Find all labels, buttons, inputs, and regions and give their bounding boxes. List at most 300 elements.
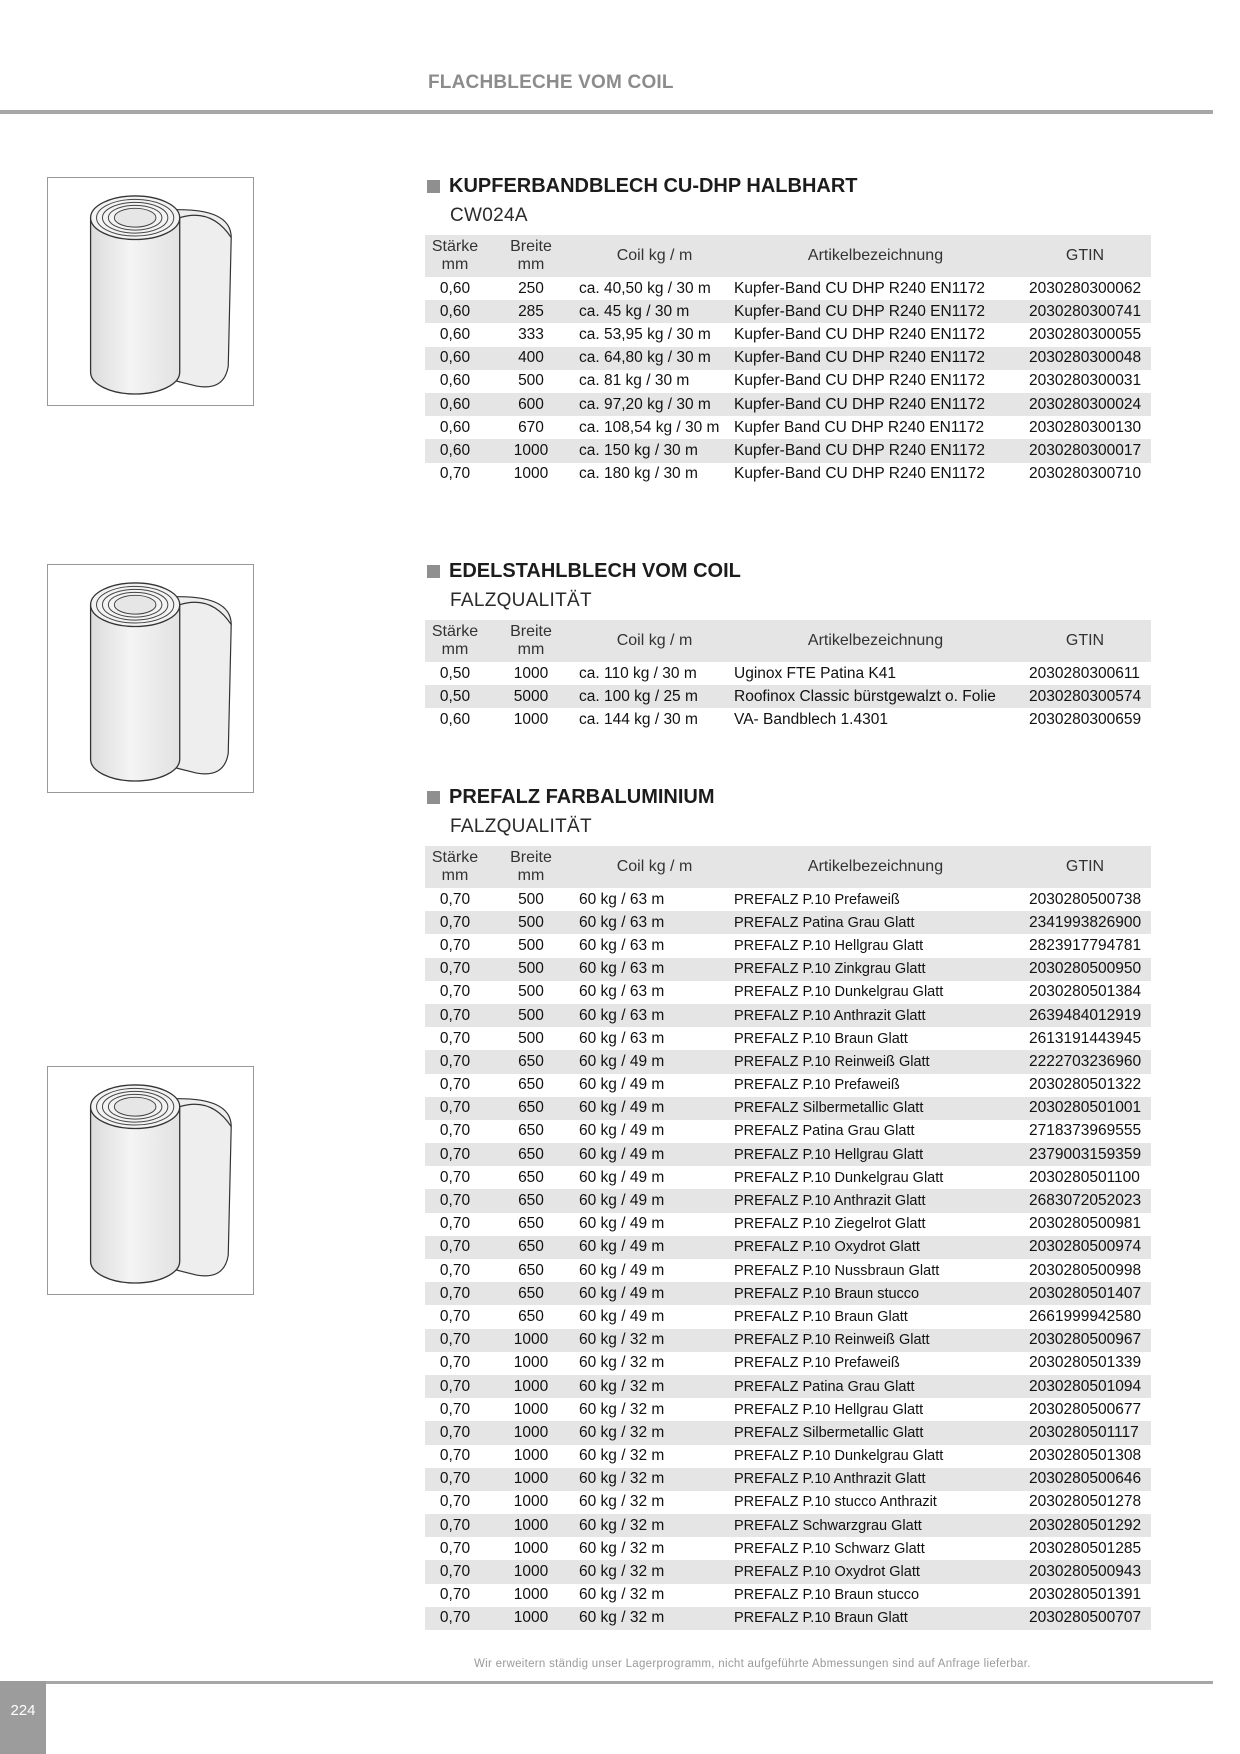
table-row — [425, 1584, 1151, 1607]
product-table — [425, 235, 1151, 486]
table-row — [425, 1445, 1151, 1468]
table-row — [425, 685, 1151, 708]
cell-artikel: PREFALZ P.10 Prefaweiß — [734, 1355, 900, 1372]
cell-artikel: Kupfer-Band CU DHP R240 EN1172 — [734, 372, 986, 390]
cell-artikel: PREFALZ P.10 Braun stucco — [734, 1587, 920, 1604]
cell-gtin: 2030280500950 — [1019, 958, 1151, 981]
table-row — [425, 1468, 1151, 1491]
cell-breite: 1000 — [485, 439, 577, 462]
cell-artikel: PREFALZ P.10 Reinweiß Glatt — [732, 1329, 1019, 1352]
cell-artikel: Kupfer-Band CU DHP R240 EN1172 — [734, 465, 986, 483]
table-row — [425, 416, 1151, 439]
cell-staerke: 0,70 — [425, 1236, 485, 1259]
cell-breite: 500 — [485, 911, 577, 934]
cell-staerke: 0,70 — [425, 1514, 485, 1537]
cell-coil: 60 kg / 32 m — [579, 1493, 665, 1511]
cell-staerke: 0,60 — [439, 279, 471, 297]
header-coil: Coil kg / m — [577, 235, 732, 277]
cell-artikel: Kupfer Band CU DHP R240 EN1172 — [734, 418, 985, 436]
header-divider — [0, 110, 1213, 114]
cell-coil: 60 kg / 49 m — [577, 1189, 732, 1212]
cell-breite: 1000 — [513, 664, 549, 682]
cell-staerke: 0,70 — [425, 1607, 485, 1630]
cell-gtin: 2030280501339 — [1029, 1354, 1142, 1372]
cell-gtin: 2030280500981 — [1029, 1215, 1142, 1233]
cell-artikel: PREFALZ Silbermetallic Glatt — [732, 1097, 1019, 1120]
cell-breite: 400 — [485, 347, 577, 370]
header-gtin: GTIN — [1019, 235, 1151, 277]
header-gtin: GTIN — [1019, 620, 1151, 662]
cell-breite: 650 — [485, 1143, 577, 1166]
bullet-square-icon — [427, 791, 440, 804]
header-artikel: Artikelbezeichnung — [732, 235, 1019, 277]
header-coil: Coil kg / m — [577, 620, 732, 662]
table-row — [425, 1282, 1151, 1305]
cell-coil: ca. 40,50 kg / 30 m — [579, 279, 711, 297]
cell-breite: 650 — [518, 1168, 544, 1186]
page-number: 224 — [10, 1702, 36, 1719]
cell-gtin: 2030280500967 — [1019, 1329, 1151, 1352]
cell-coil: ca. 150 kg / 30 m — [577, 439, 732, 462]
table-row — [425, 1491, 1151, 1514]
cell-gtin: 2030280300741 — [1019, 300, 1151, 323]
cell-breite: 650 — [518, 1261, 544, 1279]
table-row — [425, 1166, 1151, 1189]
cell-staerke: 0,60 — [425, 300, 485, 323]
cell-staerke: 0,70 — [439, 1493, 471, 1511]
cell-breite: 500 — [518, 936, 544, 954]
section-subtitle: CW024A — [450, 205, 528, 226]
cell-breite: 1000 — [513, 1586, 549, 1604]
cell-staerke: 0,70 — [439, 983, 471, 1001]
product-table — [425, 620, 1151, 732]
cell-gtin: 2379003159359 — [1019, 1143, 1151, 1166]
table-row — [425, 1189, 1151, 1212]
table-row — [425, 323, 1151, 346]
cell-coil: 60 kg / 63 m — [579, 983, 665, 1001]
table-row — [425, 708, 1151, 731]
cell-coil: 60 kg / 63 m — [577, 911, 732, 934]
cell-staerke: 0,70 — [439, 936, 471, 954]
cell-artikel: PREFALZ P.10 Zinkgrau Glatt — [732, 958, 1019, 981]
table-row — [425, 1027, 1151, 1050]
table-row — [425, 1259, 1151, 1282]
cell-gtin: 2030280501308 — [1029, 1447, 1142, 1465]
cell-artikel: PREFALZ P.10 Braun Glatt — [732, 1607, 1019, 1630]
cell-artikel: PREFALZ P.10 Oxydrot Glatt — [732, 1560, 1019, 1583]
cell-gtin: 2030280300031 — [1029, 372, 1142, 390]
table-row — [425, 662, 1151, 685]
cell-gtin: 2030280501094 — [1019, 1375, 1151, 1398]
cell-artikel: Roofinox Classic bürstgewalzt o. Folie — [732, 685, 1019, 708]
cell-coil: 60 kg / 32 m — [579, 1400, 665, 1418]
cell-staerke: 0,70 — [425, 1375, 485, 1398]
cell-coil: 60 kg / 49 m — [577, 1143, 732, 1166]
coil-image — [47, 177, 254, 406]
cell-coil: 60 kg / 32 m — [579, 1539, 665, 1557]
cell-coil: ca. 144 kg / 30 m — [579, 710, 698, 728]
cell-gtin: 2222703236960 — [1019, 1050, 1151, 1073]
table-row — [425, 1398, 1151, 1421]
cell-breite: 1000 — [513, 1493, 549, 1511]
cell-coil: ca. 64,80 kg / 30 m — [577, 347, 732, 370]
bullet-square-icon — [427, 565, 440, 578]
cell-coil: 60 kg / 32 m — [577, 1421, 732, 1444]
cell-staerke: 0,70 — [425, 1143, 485, 1166]
cell-gtin: 2683072052023 — [1019, 1189, 1151, 1212]
table-row — [425, 463, 1151, 486]
cell-artikel: PREFALZ P.10 Braun stucco — [732, 1282, 1019, 1305]
header-staerke: Stärke mm — [425, 620, 485, 662]
cell-gtin: 2030280501100 — [1029, 1168, 1140, 1186]
cell-breite: 650 — [518, 1307, 544, 1325]
cell-breite: 285 — [485, 300, 577, 323]
cell-staerke: 0,70 — [439, 1122, 471, 1140]
cell-staerke: 0,70 — [439, 890, 471, 908]
cell-coil: 60 kg / 32 m — [579, 1354, 665, 1372]
cell-coil: 60 kg / 49 m — [579, 1168, 665, 1186]
cell-breite: 500 — [518, 1029, 544, 1047]
cell-staerke: 0,70 — [439, 465, 471, 483]
cell-staerke: 0,60 — [425, 347, 485, 370]
cell-gtin: 2030280500738 — [1029, 890, 1142, 908]
cell-breite: 1000 — [513, 1354, 549, 1372]
cell-breite: 650 — [485, 1236, 577, 1259]
cell-staerke: 0,70 — [425, 1097, 485, 1120]
cell-breite: 1000 — [513, 1447, 549, 1465]
cell-coil: 60 kg / 32 m — [577, 1329, 732, 1352]
table-row — [425, 888, 1151, 911]
table-row — [425, 1143, 1151, 1166]
table-header-row — [425, 235, 1151, 277]
cell-coil: 60 kg / 32 m — [579, 1586, 665, 1604]
cell-gtin: 2030280300055 — [1029, 325, 1142, 343]
cell-coil: ca. 180 kg / 30 m — [579, 465, 698, 483]
cell-gtin: 2030280500707 — [1019, 1607, 1151, 1630]
table-row — [425, 347, 1151, 370]
table-row — [425, 1236, 1151, 1259]
cell-staerke: 0,70 — [425, 1050, 485, 1073]
cell-breite: 650 — [518, 1215, 544, 1233]
table-header-row — [425, 620, 1151, 662]
cell-staerke: 0,70 — [439, 1354, 471, 1372]
cell-staerke: 0,60 — [425, 393, 485, 416]
cell-gtin: 2030280501117 — [1019, 1421, 1151, 1444]
cell-artikel: PREFALZ P.10 Nussbraun Glatt — [734, 1262, 940, 1279]
cell-gtin: 2030280501278 — [1029, 1493, 1142, 1511]
table-row — [425, 370, 1151, 393]
table-row — [425, 1004, 1151, 1027]
cell-gtin: 2613191443945 — [1029, 1029, 1142, 1047]
cell-artikel: PREFALZ P.10 Hellgrau Glatt — [732, 1143, 1019, 1166]
header-breite: Breite mm — [485, 846, 577, 888]
cell-breite: 600 — [485, 393, 577, 416]
cell-breite: 670 — [518, 418, 544, 436]
cell-artikel: Kupfer-Band CU DHP R240 EN1172 — [734, 279, 986, 297]
cell-coil: 60 kg / 32 m — [577, 1514, 732, 1537]
table-row — [425, 1421, 1151, 1444]
table-row — [425, 439, 1151, 462]
cell-artikel: Kupfer-Band CU DHP R240 EN1172 — [732, 300, 1019, 323]
cell-breite: 650 — [518, 1076, 544, 1094]
cell-staerke: 0,70 — [439, 1076, 471, 1094]
cell-gtin: 2030280501407 — [1019, 1282, 1151, 1305]
cell-staerke: 0,70 — [425, 1189, 485, 1212]
table-row — [425, 1352, 1151, 1375]
cell-artikel: Kupfer-Band CU DHP R240 EN1172 — [732, 439, 1019, 462]
cell-breite: 1000 — [485, 1607, 577, 1630]
cell-artikel: PREFALZ P.10 Prefaweiß — [734, 1077, 900, 1094]
cell-artikel: PREFALZ P.10 Ziegelrot Glatt — [734, 1216, 926, 1233]
cell-coil: 60 kg / 32 m — [577, 1375, 732, 1398]
cell-artikel: PREFALZ P.10 Oxydrot Glatt — [732, 1236, 1019, 1259]
cell-coil: 60 kg / 49 m — [579, 1076, 665, 1094]
cell-gtin: 2030280500998 — [1029, 1261, 1142, 1279]
header-coil: Coil kg / m — [577, 846, 732, 888]
cell-breite: 5000 — [485, 685, 577, 708]
cell-breite: 1000 — [513, 1539, 549, 1557]
cell-artikel: PREFALZ Patina Grau Glatt — [734, 1123, 915, 1140]
cell-coil: 60 kg / 63 m — [577, 958, 732, 981]
cell-staerke: 0,70 — [425, 1004, 485, 1027]
cell-staerke: 0,70 — [439, 1307, 471, 1325]
cell-artikel: PREFALZ P.10 Anthrazit Glatt — [732, 1189, 1019, 1212]
cell-breite: 1000 — [513, 465, 549, 483]
table-row — [425, 1329, 1151, 1352]
cell-staerke: 0,60 — [439, 325, 471, 343]
cell-breite: 1000 — [485, 1421, 577, 1444]
cell-coil: 60 kg / 49 m — [577, 1050, 732, 1073]
header-staerke: Stärke mm — [425, 846, 485, 888]
section-prefalz — [425, 784, 1151, 1630]
cell-coil: 60 kg / 63 m — [579, 936, 665, 954]
cell-staerke: 0,70 — [425, 958, 485, 981]
cell-coil: 60 kg / 49 m — [579, 1122, 665, 1140]
cell-coil: ca. 97,20 kg / 30 m — [577, 393, 732, 416]
cell-staerke: 0,70 — [439, 1586, 471, 1604]
cell-staerke: 0,50 — [425, 685, 485, 708]
section-subtitle: FALZQUALITÄT — [450, 816, 592, 837]
cell-gtin: 2030280300062 — [1029, 279, 1142, 297]
cell-artikel: PREFALZ Patina Grau Glatt — [732, 911, 1019, 934]
section-edelstahl — [425, 558, 1151, 732]
section-title: KUPFERBANDBLECH CU-DHP HALBHART — [425, 173, 1151, 199]
cell-breite: 500 — [485, 1004, 577, 1027]
table-row — [425, 1213, 1151, 1236]
cell-breite: 333 — [518, 325, 544, 343]
cell-gtin: 2639484012919 — [1019, 1004, 1151, 1027]
cell-artikel: PREFALZ P.10 Braun Glatt — [734, 1308, 908, 1325]
cell-coil: 60 kg / 63 m — [579, 890, 665, 908]
cell-gtin: 2030280501384 — [1029, 983, 1142, 1001]
header-gtin: GTIN — [1019, 846, 1151, 888]
table-row — [425, 1120, 1151, 1143]
section-subtitle: FALZQUALITÄT — [450, 590, 592, 611]
cell-staerke: 0,70 — [439, 1539, 471, 1557]
cell-artikel: PREFALZ P.10 Prefaweiß — [734, 891, 900, 908]
cell-artikel: PREFALZ P.10 stucco Anthrazit — [734, 1494, 937, 1511]
table-row — [425, 393, 1151, 416]
table-row — [425, 981, 1151, 1004]
cell-staerke: 0,70 — [425, 1421, 485, 1444]
cell-breite: 1000 — [485, 1514, 577, 1537]
table-row — [425, 300, 1151, 323]
cell-gtin: 2030280501391 — [1029, 1586, 1142, 1604]
table-row — [425, 1305, 1151, 1328]
cell-breite: 650 — [485, 1050, 577, 1073]
section-title: EDELSTAHLBLECH VOM COIL — [425, 558, 1151, 584]
table-row — [425, 911, 1151, 934]
cell-gtin: 2030280300659 — [1029, 710, 1142, 728]
cell-artikel: Uginox FTE Patina K41 — [734, 664, 896, 682]
cell-coil: 60 kg / 49 m — [577, 1097, 732, 1120]
product-table — [425, 846, 1151, 1630]
cell-gtin: 2030280300048 — [1019, 347, 1151, 370]
coil-image — [47, 564, 254, 793]
cell-gtin: 2030280300574 — [1019, 685, 1151, 708]
table-row — [425, 1375, 1151, 1398]
cell-artikel: PREFALZ Schwarzgrau Glatt — [732, 1514, 1019, 1537]
cell-breite: 1000 — [513, 1400, 549, 1418]
cell-artikel: PREFALZ P.10 Hellgrau Glatt — [734, 1401, 924, 1418]
cell-breite: 500 — [518, 890, 544, 908]
cell-gtin: 2718373969555 — [1029, 1122, 1142, 1140]
table-row — [425, 1514, 1151, 1537]
cell-gtin: 2030280300130 — [1029, 418, 1142, 436]
section-title: PREFALZ FARBALUMINIUM — [425, 784, 1151, 810]
cell-gtin: 2823917794781 — [1029, 936, 1142, 954]
cell-coil: 60 kg / 32 m — [577, 1607, 732, 1630]
cell-breite: 650 — [518, 1122, 544, 1140]
cell-staerke: 0,70 — [439, 1215, 471, 1233]
coil-image — [47, 1066, 254, 1295]
cell-gtin: 2030280300017 — [1019, 439, 1151, 462]
table-row — [425, 1050, 1151, 1073]
cell-artikel: PREFALZ P.10 Anthrazit Glatt — [732, 1004, 1019, 1027]
table-row — [425, 1607, 1151, 1630]
table-row — [425, 958, 1151, 981]
bullet-square-icon — [427, 180, 440, 193]
table-row — [425, 934, 1151, 957]
cell-gtin: 2341993826900 — [1019, 911, 1151, 934]
cell-staerke: 0,60 — [439, 710, 471, 728]
cell-staerke: 0,70 — [425, 1282, 485, 1305]
cell-breite: 1000 — [485, 1468, 577, 1491]
table-row — [425, 1560, 1151, 1583]
cell-gtin: 2030280501322 — [1029, 1076, 1142, 1094]
cell-coil: ca. 108,54 kg / 30 m — [579, 418, 720, 436]
cell-breite: 250 — [518, 279, 544, 297]
cell-artikel: PREFALZ P.10 Dunkelgrau Glatt — [734, 1448, 944, 1465]
cell-artikel: Kupfer-Band CU DHP R240 EN1172 — [732, 347, 1019, 370]
cell-gtin: 2030280300710 — [1029, 465, 1142, 483]
cell-staerke: 0,70 — [425, 1329, 485, 1352]
header-artikel: Artikelbezeichnung — [732, 846, 1019, 888]
cell-coil: 60 kg / 63 m — [577, 1004, 732, 1027]
cell-staerke: 0,70 — [439, 1400, 471, 1418]
cell-artikel: Kupfer-Band CU DHP R240 EN1172 — [732, 393, 1019, 416]
section-kupferband — [425, 173, 1151, 486]
cell-gtin: 2030280500677 — [1029, 1400, 1142, 1418]
cell-artikel: Kupfer-Band CU DHP R240 EN1172 — [734, 325, 986, 343]
cell-breite: 1000 — [485, 1329, 577, 1352]
cell-breite: 1000 — [513, 710, 549, 728]
table-header-row — [425, 846, 1151, 888]
cell-staerke: 0,70 — [439, 1168, 471, 1186]
cell-coil: 60 kg / 32 m — [579, 1447, 665, 1465]
cell-gtin: 2030280300611 — [1029, 664, 1140, 682]
cell-artikel: PREFALZ P.10 Anthrazit Glatt — [732, 1468, 1019, 1491]
cell-coil: 60 kg / 49 m — [577, 1236, 732, 1259]
cell-breite: 500 — [485, 958, 577, 981]
cell-coil: ca. 110 kg / 30 m — [579, 664, 697, 682]
cell-staerke: 0,60 — [439, 372, 471, 390]
cell-gtin: 2030280500943 — [1019, 1560, 1151, 1583]
cell-coil: 60 kg / 63 m — [579, 1029, 665, 1047]
cell-coil: ca. 45 kg / 30 m — [577, 300, 732, 323]
cell-gtin: 2030280501285 — [1029, 1539, 1142, 1557]
cell-artikel: PREFALZ Patina Grau Glatt — [732, 1375, 1019, 1398]
cell-gtin: 2030280500974 — [1019, 1236, 1151, 1259]
cell-coil: 60 kg / 32 m — [577, 1468, 732, 1491]
cell-artikel: PREFALZ P.10 Dunkelgrau Glatt — [734, 984, 944, 1001]
cell-breite: 500 — [518, 372, 544, 390]
cell-gtin: 2030280501001 — [1019, 1097, 1151, 1120]
cell-artikel: PREFALZ Silbermetallic Glatt — [732, 1421, 1019, 1444]
cell-breite: 650 — [485, 1097, 577, 1120]
table-row — [425, 1537, 1151, 1560]
cell-staerke: 0,70 — [425, 1560, 485, 1583]
header-breite: Breite mm — [485, 235, 577, 277]
cell-staerke: 0,70 — [425, 1468, 485, 1491]
cell-artikel: PREFALZ P.10 Braun Glatt — [734, 1030, 908, 1047]
page-header-title: FLACHBLECHE VOM COIL — [428, 72, 674, 93]
cell-artikel: PREFALZ P.10 Schwarz Glatt — [734, 1540, 925, 1557]
cell-artikel: PREFALZ P.10 Dunkelgrau Glatt — [734, 1169, 944, 1186]
table-row — [425, 1074, 1151, 1097]
cell-artikel: PREFALZ P.10 Reinweiß Glatt — [732, 1050, 1019, 1073]
cell-coil: 60 kg / 49 m — [579, 1307, 665, 1325]
cell-staerke: 0,70 — [439, 1447, 471, 1465]
cell-gtin: 2030280501292 — [1019, 1514, 1151, 1537]
cell-coil: ca. 53,95 kg / 30 m — [579, 325, 711, 343]
cell-coil: 60 kg / 49 m — [579, 1261, 665, 1279]
cell-staerke: 0,60 — [425, 439, 485, 462]
cell-breite: 650 — [485, 1282, 577, 1305]
cell-staerke: 0,70 — [425, 911, 485, 934]
cell-artikel: PREFALZ P.10 Hellgrau Glatt — [734, 937, 924, 954]
header-staerke: Stärke mm — [425, 235, 485, 277]
cell-coil: ca. 81 kg / 30 m — [579, 372, 690, 390]
footer-note: Wir erweitern ständig unser Lagerprogramm, nicht aufgeführte Abmessungen sind auf Anfrage lieferbar. — [474, 1658, 1031, 1670]
cell-gtin: 2030280300024 — [1019, 393, 1151, 416]
cell-staerke: 0,50 — [439, 664, 471, 682]
cell-staerke: 0,70 — [439, 1261, 471, 1279]
cell-breite: 1000 — [485, 1375, 577, 1398]
cell-coil: 60 kg / 32 m — [577, 1560, 732, 1583]
table-row — [425, 1097, 1151, 1120]
cell-gtin: 2030280500646 — [1019, 1468, 1151, 1491]
cell-coil: 60 kg / 49 m — [579, 1215, 665, 1233]
cell-breite: 500 — [518, 983, 544, 1001]
cell-staerke: 0,60 — [439, 418, 471, 436]
cell-coil: 60 kg / 49 m — [577, 1282, 732, 1305]
cell-gtin: 2661999942580 — [1029, 1307, 1142, 1325]
footer-divider — [46, 1681, 1213, 1684]
cell-staerke: 0,70 — [439, 1029, 471, 1047]
cell-artikel: VA- Bandblech 1.4301 — [734, 710, 888, 728]
header-artikel: Artikelbezeichnung — [732, 620, 1019, 662]
